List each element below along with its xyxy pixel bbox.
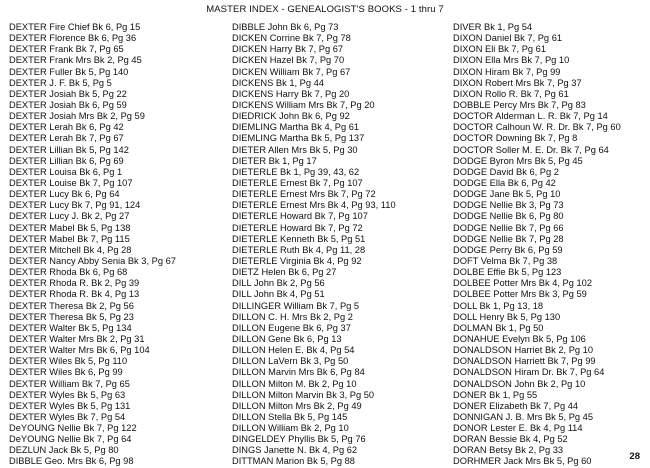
index-entry: DIXON Daniel Bk 7, Pg 61 [453,33,563,44]
index-entry: DEXTER Florence Bk 6, Pg 36 [9,33,137,44]
index-entry: DIXON Robert Mrs Bk 7, Pg 37 [453,77,582,88]
index-entry: DIVER Bk 1, Pg 54 [453,22,533,32]
index-entry: DEXTER Walter Bk 5, Pg 134 [9,322,132,333]
page-title: MASTER INDEX - GENEALOGIST'S BOOKS - 1 thru 7 [206,4,444,15]
index-entry: DILLON Helen E. Bk 4, Pg 54 [232,345,355,356]
index-entry: DODGE Jane Bk 5, Pg 10 [453,189,561,200]
index-entry: DICKEN Hazel Bk 7, Pg 70 [232,55,345,66]
index-entry: DIBBLE Geo. Mrs Bk 6, Pg 98 [9,456,134,467]
index-entry: DINGELDEY Phyllis Bk 5, Pg 76 [232,434,366,445]
index-entry: DICKENS Harry Bk 7, Pg 20 [232,88,350,99]
index-entry: DIBBLE John Bk 6, Pg 73 [232,22,339,32]
index-entry: DEXTER J. F. Bk 5, Pg 5 [9,77,112,88]
index-entry: DOLMAN Bk 1, Pg 50 [453,322,544,333]
index-entry: DICKEN Harry Bk 7, Pg 67 [232,44,344,55]
index-entry: DEXTER Louisa Bk 6, Pg 1 [9,166,123,177]
index-entry: DILLON Milton Mrs Bk 2, Pg 49 [232,400,362,411]
index-entry: DOLBE Effie Bk 5, Pg 123 [453,267,562,278]
index-entry: DOBBLE Percy Mrs Bk 7, Pg 83 [453,99,586,110]
index-entry: DODGE Byron Mrs Bk 5, Pg 45 [453,155,583,166]
index-column-3 [453,22,648,468]
index-entry: DORAN Bessie Bk 4, Pg 52 [453,434,568,445]
index-entry: DEXTER Lillian Bk 5, Pg 142 [9,144,129,155]
index-entry: DEXTER Mitchell Bk 4, Pg 28 [9,244,132,255]
index-entry: DIETERLE Howard Bk 7, Pg 72 [232,222,363,233]
index-entry: DILLON Stella Bk 5, Pg 145 [232,411,348,422]
index-entry: DIETERLE Ernest Bk 7, Pg 107 [232,177,363,188]
index-entry: DODGE Nellie Bk 6, Pg 80 [453,211,564,222]
index-entry: DILL John Bk 2, Pg 56 [232,278,325,289]
index-entry: DEXTER Frank Mrs Bk 2, Pg 45 [9,55,142,66]
index-entry: DEXTER Mabel Bk 5, Pg 138 [9,222,131,233]
index-entry: DeYOUNG Nellie Bk 7, Pg 122 [9,423,137,434]
index-entry: DOLBEE Potter Mrs Bk 4, Pg 102 [453,278,592,289]
index-entry: DEXTER Walter Mrs Bk 2, Pg 31 [9,333,145,344]
index-entry: DEXTER Nancy Abby Senia Bk 3, Pg 67 [9,255,176,266]
index-entry: DIETERLE Ernest Mrs Bk 4, Pg 93, 110 [232,200,396,211]
index-entry: DEXTER Wyles Bk 5, Pg 63 [9,389,126,400]
index-entry: DIXON Rollo R. Bk 7, Pg 61 [453,88,569,99]
index-entry: DEXTER Wyles Bk 7, Pg 54 [9,411,126,422]
index-entry: DEXTER Walter Mrs Bk 6, Pg 104 [9,345,150,356]
index-entry: DEXTER Lillian Bk 6, Pg 69 [9,155,124,166]
index-entry: DONALDSON Harriett Bk 7, Pg 99 [453,356,596,367]
index-column-1 [9,22,227,468]
index-entry: DEXTER Mabel Bk 7, Pg 115 [9,233,130,244]
index-entry: DEXTER Lucy Bk 7, Pg 91, 124 [9,200,141,211]
index-entry: DINGS Janette N. Bk 4, Pg 62 [232,445,358,456]
index-entry: DIETERLE Virginia Bk 4, Pg 92 [232,255,362,266]
index-entry: DODGE David Bk 6, Pg 2 [453,166,559,177]
index-entry: DILLON LaVern Bk 3, Pg 50 [232,356,349,367]
index-entry: DEXTER Wyles Bk 5, Pg 131 [9,400,131,411]
index-entry: DONALDSON Hiram Dr. Bk 7, Pg 64 [453,367,605,378]
index-entry: DEXTER Josiah Bk 5, Pg 22 [9,88,127,99]
index-entry: DIETER Bk 1, Pg 17 [232,155,317,166]
index-entry: DOLBEE Potter Mrs Bk 3, Pg 59 [453,289,587,300]
index-entry: DEXTER Wiles Bk 6, Pg 99 [9,367,123,378]
page-number: 28 [629,451,640,462]
index-entry: DODGE Nellie Bk 3, Pg 73 [453,200,564,211]
index-entry: DEZLUN Jack Bk 5, Pg 80 [9,445,119,456]
index-entry: DONNIGAN J. B. Mrs Bk 5, Pg 45 [453,411,594,422]
index-entry: DICKENS Bk 1, Pg 44 [232,77,324,88]
index-entry: DIEMLING Martha Bk 4, Pg 61 [232,122,360,133]
index-entry: DIETERLE Howard Bk 7, Pg 107 [232,211,368,222]
index-entry: DEXTER Lucy J. Bk 2, Pg 27 [9,211,130,222]
index-entry: DILLON William Bk 2, Pg 10 [232,423,349,434]
index-entry: DOCTOR Soller M. E. Dr. Bk 7, Pg 64 [453,144,609,155]
index-entry: DOLL Bk 1, Pg 13, 18 [453,300,544,311]
index-entry: DORHMER Jack Mrs Bk 5, Pg 60 [453,456,592,467]
index-entry: DIXON Eli Bk 7, Pg 61 [453,44,547,55]
index-entry: DONALDSON John Bk 2, Pg 10 [453,378,586,389]
index-entry: DEXTER Rhoda Bk 6, Pg 68 [9,267,128,278]
index-entry: DIETERLE Ruth Bk 4, Pg 11, 28 [232,244,366,255]
index-entry: DILLON Eugene Bk 6, Pg 37 [232,322,351,333]
index-entry: DILLON Marvin Mrs Bk 6, Pg 84 [232,367,365,378]
index-entry: DEXTER Rhoda R. Bk 4, Pg 13 [9,289,140,300]
index-entry: DEXTER Lucy Bk 6, Pg 64 [9,189,120,200]
index-entry: DIETERLE Bk 1, Pg 39, 43, 62 [232,166,360,177]
index-entry: DIETERLE Kenneth Bk 5, Pg 51 [232,233,366,244]
index-entry: DEXTER Louise Bk 7, Pg 107 [9,177,133,188]
index-entry: DONOR Lester E. Bk 4, Pg 114 [453,423,583,434]
index-entry: DONALDSON Harriet Bk 2, Pg 10 [453,345,594,356]
index-entry: DEXTER Theresa Bk 5, Pg 23 [9,311,134,322]
index-entry: DICKEN Corrine Bk 7, Pg 78 [232,33,351,44]
index-entry: DOCTOR Alderman L. R. Bk 7, Pg 14 [453,111,608,122]
index-entry: DICKENS William Mrs Bk 7, Pg 20 [232,99,375,110]
index-entry: DOFT Velma Bk 7, Pg 38 [453,255,558,266]
index-entry: DILLINGER William Bk 7, Pg 5 [232,300,360,311]
index-entry: DILLON Gene Bk 6, Pg 13 [232,333,342,344]
index-entry: DEXTER William Bk 7, Pg 65 [9,378,130,389]
index-entry: DODGE Nellie Bk 7, Pg 28 [453,233,564,244]
index-entry: DILLON C. H. Mrs Bk 2, Pg 2 [232,311,353,322]
index-entry: DODGE Ella Bk 6, Pg 42 [453,177,556,188]
index-entry: DILLON Milton Marvin Bk 3, Pg 50 [232,389,375,400]
index-entry: DIEDRICK John Bk 6, Pg 92 [232,111,350,122]
index-entry: DEXTER Fuller Bk 5, Pg 140 [9,66,129,77]
index-entry: DEXTER Lerah Bk 6, Pg 42 [9,122,124,133]
index-entry: DIEMLING Martha Bk 5, Pg 137 [232,133,365,144]
index-entry: DEXTER Wiles Bk 5, Pg 110 [9,356,128,367]
index-entry: DEXTER Fire Chief Bk 6, Pg 15 [9,22,141,32]
index-entry: DIETZ Helen Bk 6, Pg 27 [232,267,337,278]
index-entry: DEXTER Lerah Bk 7, Pg 67 [9,133,124,144]
index-entry: DODGE Perry Bk 6, Pg 59 [453,244,563,255]
index-entry: DeYOUNG Nellie Bk 7, Pg 64 [9,434,132,445]
index-entry: DITTMAN Marion Bk 5, Pg 88 [232,456,355,467]
index-entry: DILLON Milton M. Bk 2, Pg 10 [232,378,357,389]
index-entry: DIETERLE Ernest Mrs Bk 7, Pg 72 [232,189,376,200]
index-entry: DODGE Nellie Bk 7, Pg 66 [453,222,564,233]
index-entry: DEXTER Josiah Mrs Bk 2, Pg 59 [9,111,145,122]
index-column-2 [232,22,450,468]
index-entry: DEXTER Frank Bk 7, Pg 65 [9,44,124,55]
index-entry: DOCTOR Downing Bk 7, Pg 8 [453,133,578,144]
index-entry: DILL John Bk 4, Pg 51 [232,289,325,300]
index-entry: DIETER Allen Mrs Bk 5, Pg 30 [232,144,358,155]
index-entry: DONER Bk 1, Pg 55 [453,389,538,400]
index-entry: DIXON Ella Mrs Bk 7, Pg 10 [453,55,570,66]
index-entry: DONAHUE Evelyn Bk 5, Pg 106 [453,333,586,344]
index-entry: DOLL Henry Bk 5, Pg 130 [453,311,561,322]
index-entry: DIXON Hiram Bk 7, Pg 99 [453,66,561,77]
index-entry: DORAN Betsy Bk 2, Pg 33 [453,445,564,456]
index-entry: DEXTER Theresa Bk 2, Pg 56 [9,300,134,311]
index-entry: DEXTER Rhoda R. Bk 2, Pg 39 [9,278,140,289]
index-entry: DEXTER Josiah Bk 6, Pg 59 [9,99,127,110]
index-entry: DICKEN William Bk 7, Pg 67 [232,66,351,77]
index-entry: DOCTOR Calhoun W. R. Dr. Bk 7, Pg 60 [453,122,621,133]
index-entry: DONER Elizabeth Bk 7, Pg 44 [453,400,579,411]
